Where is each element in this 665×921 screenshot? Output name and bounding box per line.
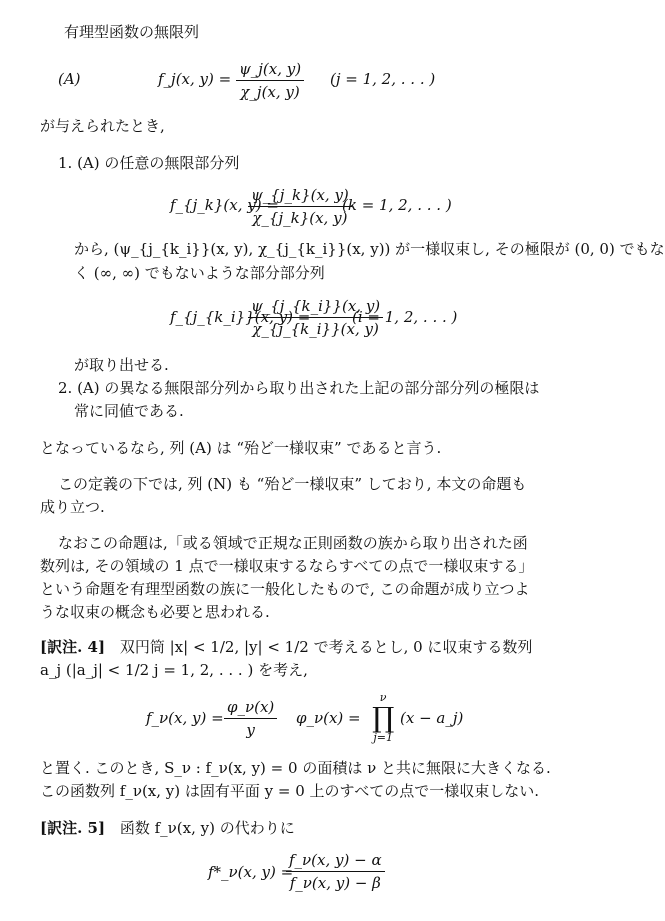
equation-lhs-2: φ_ν(x) = — [296, 709, 361, 727]
numerator: ψ_{j_{k_i}}(x, y) — [248, 297, 383, 318]
equation-fraction — [224, 698, 277, 739]
text-line: うな収束の概念も必要と思われる. — [40, 603, 270, 621]
denominator: χ_{j_k}(x, y) — [252, 209, 348, 227]
equation-label: (A) — [58, 70, 81, 88]
text-line: と置く. このとき, S_ν : f_ν(x, y) = 0 の面積は ν と共に無限に大きくなる. — [40, 759, 551, 777]
note-text: 函数 f_ν(x, y) の代わりに — [119, 819, 295, 837]
product-sign: ∏ — [372, 701, 395, 734]
equation-lhs: f_ν(x, y) = — [146, 709, 224, 727]
note-4-line — [40, 637, 532, 657]
equation-lhs: f_{j_k}(x, y) = — [170, 196, 279, 214]
text-line: が取り出せる. — [74, 356, 169, 374]
denominator: y — [246, 721, 255, 739]
note-tag: [訳注. 4] — [40, 638, 106, 656]
text-line: a_j (|a_j| < 1/2 j = 1, 2, . . . ) を考え, — [40, 661, 308, 679]
equation-b — [170, 186, 470, 228]
equation-a — [58, 60, 528, 102]
text-line: から, (ψ_{j_{k_i}}(x, y), χ_{j_{k_i}}(x, y)) が一様収束し, その極限が (0, 0) でもな — [74, 240, 665, 258]
product-upper: ν — [379, 691, 387, 704]
text-line: く (∞, ∞) でもないような部分部分列 — [74, 264, 325, 282]
list-item-2: 2. (A) の異なる無限部分列から取り出された上記の部分部分列の極限は — [58, 379, 540, 397]
note-text: 双円筒 |x| < 1/2, |y| < 1/2 で考えるとし, 0 に収束する数列 — [119, 638, 533, 656]
equation-lhs: f*_ν(x, y) = — [208, 863, 294, 881]
denominator: χ_{j_{k_i}}(x, y) — [252, 320, 379, 338]
list-item-1: 1. (A) の任意の無限部分列 — [58, 154, 240, 172]
text-line: 数列は, その領域の 1 点で一様収束するならすべての点で一様収束する」 — [40, 557, 534, 575]
numerator: ψ_j(x, y) — [236, 60, 304, 81]
product-symbol — [372, 692, 394, 744]
numerator: f_ν(x, y) − α — [286, 851, 385, 872]
text-line: なおこの命題は,「或る領域で正規な正則函数の族から取り出された函 — [58, 534, 528, 552]
numerator: ψ_{j_k}(x, y) — [248, 186, 352, 207]
denominator: χ_j(x, y) — [240, 83, 300, 101]
equation-range: (j = 1, 2, . . . ) — [330, 70, 436, 88]
text-line: という命題を有理型函数の族に一般化したもので, この命題が成り立つよ — [40, 580, 530, 598]
equation-fraction — [248, 186, 352, 227]
equation-lhs: f_j(x, y) = — [158, 70, 232, 88]
equation-lhs: f_{j_{k_i}}(x, y) = — [170, 308, 311, 326]
equation-rhs: (x − a_j) — [400, 709, 464, 727]
intro-line: 有理型函数の無限列 — [64, 23, 200, 41]
equation-c — [170, 297, 470, 341]
equation-f — [208, 851, 408, 897]
text-line: 常に同値である. — [74, 402, 184, 420]
text-line: 成り立つ. — [40, 498, 105, 516]
equation-fraction — [286, 851, 385, 892]
equation-range: (i = 1, 2, . . . ) — [352, 308, 458, 326]
note-5-line — [40, 818, 295, 838]
product-lower: j=1 — [373, 731, 393, 744]
text-line: が与えられたとき, — [40, 117, 165, 135]
equation-d — [146, 692, 506, 750]
numerator: φ_ν(x) — [224, 698, 277, 719]
denominator: f_ν(x, y) − β — [289, 874, 381, 892]
equation-range: (k = 1, 2, . . . ) — [342, 196, 452, 214]
equation-fraction — [236, 60, 304, 101]
text-line: この定義の下では, 列 (N) も “殆ど一様収束” しており, 本文の命題も — [58, 475, 527, 493]
text-line: この函数列 f_ν(x, y) は固有平面 y = 0 上のすべての点で一様収束しない. — [40, 782, 540, 800]
note-tag: [訳注. 5] — [40, 819, 106, 837]
text-line: となっているなら, 列 (A) は “殆ど一様収束” であると言う. — [40, 439, 442, 457]
